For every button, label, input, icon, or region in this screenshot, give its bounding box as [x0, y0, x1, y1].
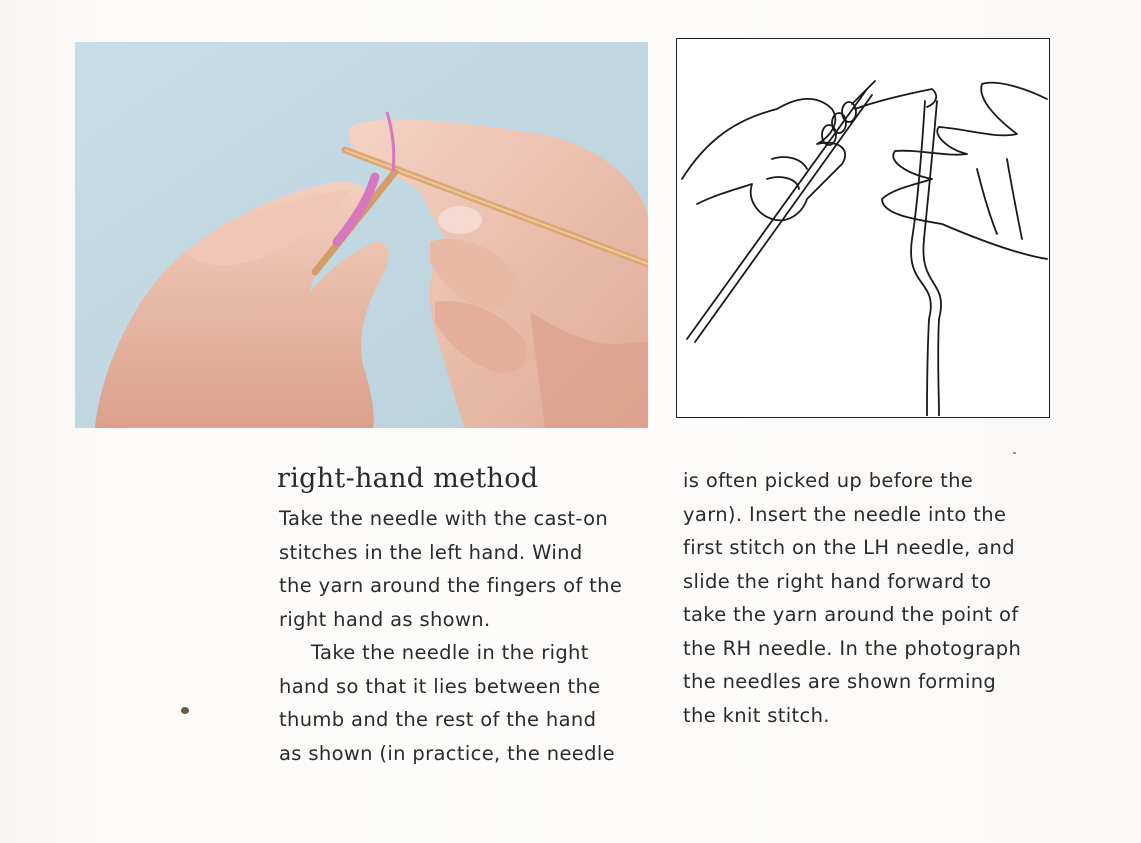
page-speck [181, 707, 189, 714]
paragraph: Take the needle in the right hand so that it lies between the thumb and the rest of the hand as shown (in practice, the needle [279, 641, 615, 765]
section-heading: right-hand method [277, 463, 539, 494]
paragraph: is often picked up before the yarn). Insert the needle into the first stitch on the LH needle, and slide the right hand forward to take the yarn around the point of the RH needle. In the photograph the needles are shown forming the knit stitch. [683, 469, 1022, 727]
page-speck [1013, 452, 1016, 454]
paragraph: Take the needle with the cast-on stitches in the left hand. Wind the yarn around the fingers of the right hand as shown. [279, 507, 623, 631]
knitting-photograph [75, 42, 648, 428]
body-text-left-column [279, 502, 649, 770]
knitting-line-illustration [676, 38, 1050, 418]
body-text-right-column [683, 464, 1063, 732]
